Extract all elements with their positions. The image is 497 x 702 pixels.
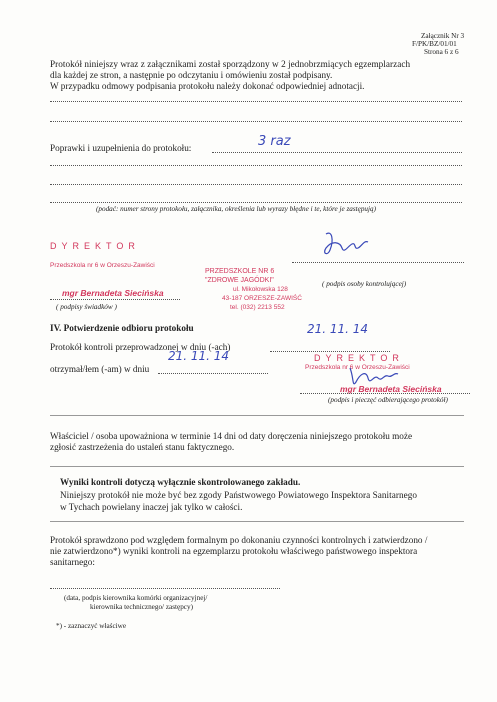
exclusive-line-2: w Tychach powielany inaczej jak tylko w całości. — [60, 502, 243, 512]
director-stamp-2-title: DYREKTOR — [314, 353, 404, 363]
dotted-line — [50, 588, 280, 589]
verification-caption-2: kierownika technicznego/ zastępcy) — [90, 603, 193, 611]
dotted-line — [50, 184, 462, 185]
director-stamp-subtitle: Przedszkola nr 6 w Orzeszu-Zawiści — [50, 262, 155, 269]
separator-line — [50, 521, 464, 522]
preschool-stamp-line-3: ul. Mikołowska 128 — [233, 286, 288, 293]
handed-date: 21. 11. 14 — [307, 322, 369, 336]
witnesses-caption: ( podpisy świadków ) — [56, 303, 117, 311]
preschool-stamp-line-5: tel. (032) 2213 552 — [230, 304, 285, 311]
controller-signature — [318, 228, 378, 260]
dotted-line — [50, 299, 180, 300]
dotted-line — [50, 101, 462, 102]
footnote: *) - zaznaczyć właściwe — [56, 622, 127, 630]
controller-caption: ( podpis osoby kontrolującej) — [322, 280, 407, 288]
verification-line-3: sanitarnego: — [50, 557, 95, 567]
dotted-line — [300, 393, 470, 394]
received-label: otrzymał/łem (-am) w dniu — [50, 364, 150, 374]
intro-line-1: Protokół niniejszy wraz z załącznikami został sporządzony w 2 jednobrzmiących egzemplarzach — [50, 59, 411, 69]
exclusive-line-1: Niniejszy protokół nie może być bez zgody Państwowego Powiatowego Inspektora Sanitarnego — [60, 490, 418, 500]
preschool-stamp-line-1: PRZEDSZKOLE NR 6 — [205, 268, 275, 275]
handed-label: Protokół kontroli przeprowadzonej w dniu (-ach) — [50, 342, 231, 352]
intro-line-3: W przypadku odmowy podpisania protokołu należy dokonać odpowiedniej adnotacji. — [50, 81, 365, 91]
dotted-line — [50, 202, 462, 203]
dotted-line — [50, 121, 462, 122]
separator-line — [50, 415, 464, 416]
verification-caption-1: (data, podpis kierownika komórki organizacyjnej/ — [64, 594, 208, 602]
director-stamp-name: mgr Bernadeta Siecińska — [62, 288, 164, 298]
form-code: F/PK/BZ/01/01 — [412, 40, 457, 48]
received-date: 21. 11. 14 — [168, 349, 230, 363]
dotted-line — [270, 351, 390, 352]
corrections-footnote: (podać: numer strony protokołu, załącznika, określenia lub wyrazy błędne i te, które je zastępują) — [96, 205, 376, 213]
preschool-stamp-line-2: "ZDROWE JAGÓDKI" — [205, 277, 274, 284]
dotted-line — [50, 165, 462, 166]
exclusive-title: Wyniki kontroli dotyczą wyłącznie skontrolowanego zakładu. — [60, 477, 301, 487]
owner-note-line-1: Właściciel / osoba upoważniona w terminie 14 dni od daty doręczenia niniejszego protokołu może — [50, 431, 413, 441]
corrections-handwritten: 3 raz — [258, 134, 291, 149]
director-stamp-2-name: mgr Bernadeta Siecińska — [340, 384, 442, 394]
dotted-line — [212, 152, 462, 153]
corrections-label: Poprawki i uzupełnienia do protokołu: — [50, 143, 192, 153]
verification-line-1: Protokół sprawdzono pod względem formalnym po dokonaniu czynności kontrolnych i zatwierdzono / — [50, 535, 428, 545]
intro-line-2: dla każdej ze stron, a następnie po odczytaniu i omówieniu został podpisany. — [50, 70, 333, 80]
receiver-caption: (podpis i pieczęć odbierającego protokół) — [328, 396, 448, 404]
attachment-number: Załącznik Nr 3 — [421, 32, 465, 40]
dotted-line — [292, 262, 464, 263]
section-4-title: IV. Potwierdzenie odbioru protokołu — [50, 323, 194, 333]
director-stamp-title: DYREKTOR — [50, 241, 140, 251]
separator-line — [50, 466, 464, 467]
director-stamp-2-subtitle: Przedszkola nr 6 w Orzeszu-Zawiści — [305, 364, 410, 371]
preschool-stamp-line-4: 43-187 ORZESZE-ZAWIŚĆ — [222, 295, 302, 302]
dotted-line — [158, 373, 268, 374]
page-number: Strona 6 z 6 — [424, 48, 459, 56]
owner-note-line-2: zgłosić zastrzeżenia do ustaleń stanu faktycznego. — [50, 442, 235, 452]
verification-line-2: nie zatwierdzono*) wyniki kontroli na egzemplarzu protokołu właściwego państwowego inspektora — [50, 546, 418, 556]
